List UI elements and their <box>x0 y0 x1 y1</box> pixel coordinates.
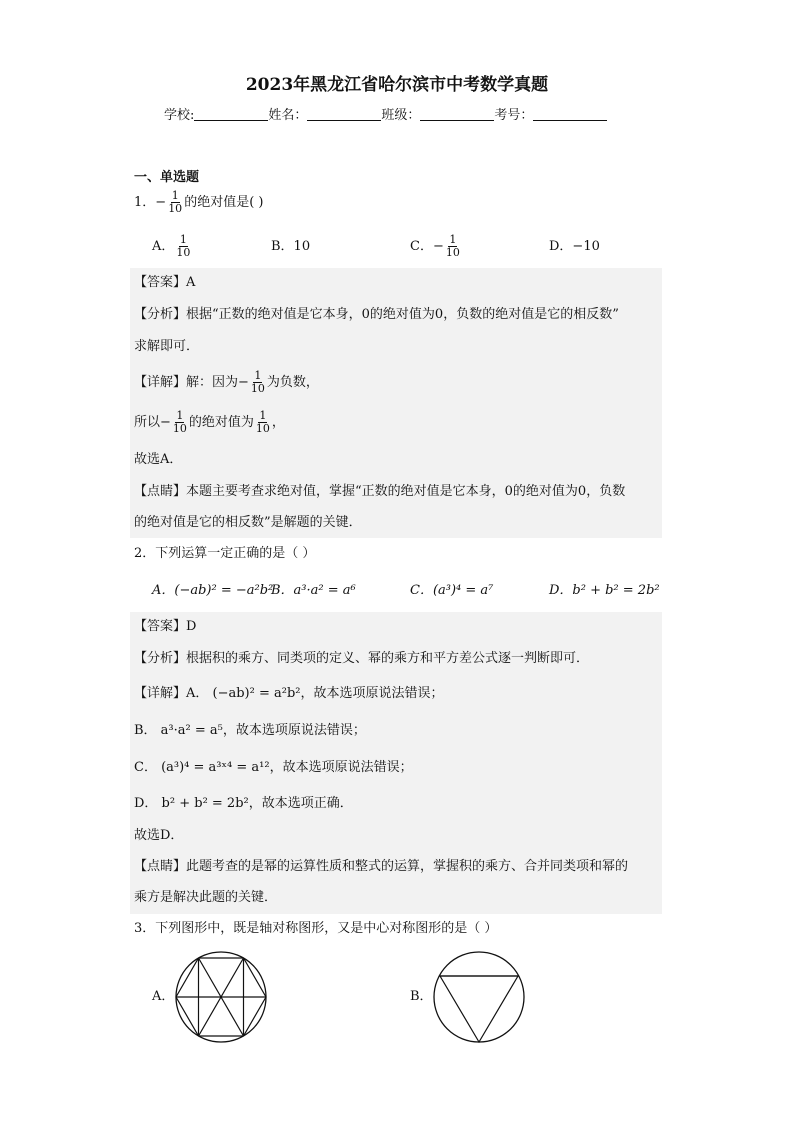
q1-stem <box>134 190 263 215</box>
q1-a-den: 10 <box>176 246 191 259</box>
q1-detail-suffix: 为负数， <box>266 375 319 390</box>
q2-option-a: A．(−ab)² = −a²b² <box>152 583 274 598</box>
q1-stem-den: 10 <box>168 202 183 215</box>
q1-answer: 【答案】A <box>134 275 196 290</box>
q1-option-b: B．10 <box>271 239 311 254</box>
q1-detail2-fraction-b <box>255 410 271 435</box>
q3-option-a-label: A． <box>152 989 175 1004</box>
q1-detail-prefix: 【详解】解：因为− <box>134 375 249 390</box>
q1-detail-line2 <box>134 410 285 435</box>
q2-answer: 【答案】D <box>134 619 197 634</box>
q1-stem-suffix: 的绝对值是( ) <box>184 195 264 210</box>
q1-analysis-line1: 【分析】根据“正数的绝对值是它本身，0的绝对值为0，负数的绝对值是它的相反数” <box>134 307 619 322</box>
q1-detail2-suffix: ， <box>271 415 285 430</box>
q1-detail-fraction <box>250 370 266 395</box>
q3-stem: 3．下列图形中，既是轴对称图形，又是中心对称图形的是（ ） <box>134 921 498 936</box>
school-label: 学校: <box>164 108 195 123</box>
q2-comment-line1: 【点睛】此题考查的是幂的运算性质和整式的运算，掌握积的乘方、合并同类项和幂的 <box>134 859 629 874</box>
q1-option-d: D．−10 <box>549 239 600 254</box>
q1-detail-num: 1 <box>254 369 262 382</box>
q2-stem: 2．下列运算一定正确的是（ ） <box>134 546 316 561</box>
q2-detail-a: 【详解】A． (−ab)² = a²b²，故本选项原说法错误； <box>134 686 444 701</box>
q1-a-num: 1 <box>179 233 187 246</box>
q2-choose: 故选D． <box>134 828 184 843</box>
circle-with-inscribed-hexagon-grid-icon <box>174 950 268 1044</box>
q2-option-d: D．b² + b² = 2b² <box>549 583 660 598</box>
q1-minus: − <box>155 195 167 210</box>
q1-c-fraction <box>445 234 461 259</box>
q1-detail2-prefix: 所以− <box>134 415 171 430</box>
section-title: 一、单选题 <box>134 170 200 185</box>
q1-detail2-num-b: 1 <box>259 409 267 422</box>
q1-comment-line2: 的绝对值是它的相反数”是解题的关键． <box>134 515 362 530</box>
q2-comment-line2: 乘方是解决此题的关键． <box>134 890 278 905</box>
q1-detail-line1 <box>134 370 319 395</box>
q1-comment-line1: 【点睛】本题主要考查求绝对值，掌握“正数的绝对值是它本身，0的绝对值为0，负数 <box>134 484 626 499</box>
school-blank <box>194 107 268 121</box>
q1-detail2-den-b: 10 <box>255 422 270 435</box>
q1-option-a <box>152 234 192 259</box>
q2-detail-d: D． b² + b² = 2b²，故本选项正确． <box>134 796 353 811</box>
q3-option-b-label: B． <box>410 989 433 1004</box>
q1-detail2-fraction-a <box>172 410 188 435</box>
q1-stem-num: 1 <box>171 189 179 202</box>
q1-analysis-line2: 求解即可． <box>134 339 200 354</box>
q1-detail2-num-a: 1 <box>176 409 184 422</box>
q1-detail2-den-a: 10 <box>172 422 187 435</box>
class-label: 班级： <box>381 108 421 123</box>
q2-detail-b: B． a³·a² = a⁵，故本选项原说法错误； <box>134 723 366 738</box>
q1-option-c <box>410 234 462 259</box>
q2-analysis: 【分析】根据积的乘方、同类项的定义、幂的乘方和平方差公式逐一判断即可． <box>134 651 590 666</box>
q1-c-label: C．− <box>410 239 444 254</box>
class-blank <box>420 107 494 121</box>
q2-option-c: C．(a³)⁴ = a⁷ <box>410 583 494 598</box>
student-info-line <box>164 104 607 123</box>
q1-choose: 故选A． <box>134 452 183 467</box>
circle-with-inscribed-triangle-icon <box>432 950 526 1044</box>
id-label: 考号： <box>494 108 534 123</box>
q1-c-den: 10 <box>445 246 460 259</box>
q1-number: 1． <box>134 195 156 210</box>
q1-stem-fraction <box>167 190 183 215</box>
q1-a-fraction <box>175 234 191 259</box>
q2-detail-c: C． (a³)⁴ = a³ˣ⁴ = a¹²，故本选项原说法错误； <box>134 760 413 775</box>
q1-a-label: A． <box>152 239 175 254</box>
q1-c-num: 1 <box>449 233 457 246</box>
name-blank <box>307 107 381 121</box>
q1-detail-den: 10 <box>250 382 265 395</box>
id-blank <box>533 107 607 121</box>
name-label: 姓名： <box>268 108 308 123</box>
q2-option-b: B．a³·a² = a⁶ <box>271 583 356 598</box>
q1-detail2-mid: 的绝对值为 <box>188 415 254 430</box>
page-title: 2023年黑龙江省哈尔滨市中考数学真题 <box>245 75 549 95</box>
